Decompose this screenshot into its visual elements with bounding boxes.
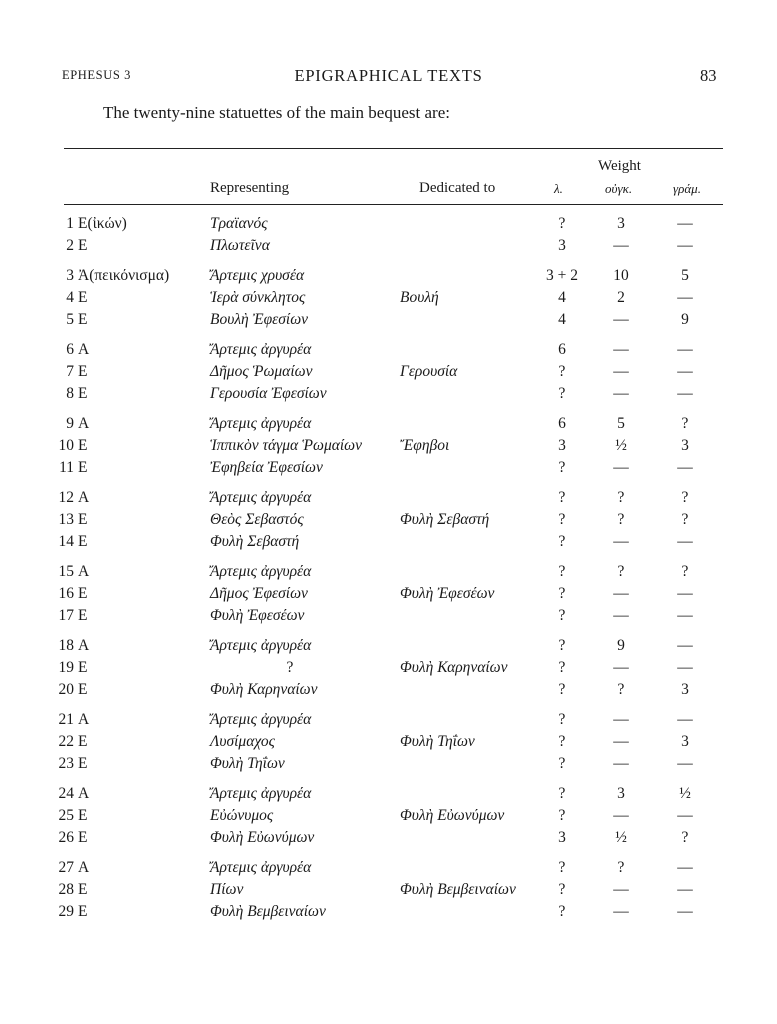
- row-number: 1: [66, 215, 74, 232]
- row-type: Ε: [78, 437, 88, 454]
- row-lambda: 4: [558, 289, 566, 306]
- row-weight-unk: —: [613, 341, 629, 358]
- row-lambda: 4: [558, 311, 566, 328]
- row-representing: Δῆμος Ἐφεσίων: [210, 585, 308, 602]
- row-weight-gram: 3: [681, 681, 689, 698]
- row-representing: Ἐφηβεία Ἐφεσίων: [210, 459, 323, 476]
- row-weight-gram: 3: [681, 437, 689, 454]
- row-weight-gram: ?: [681, 511, 689, 528]
- row-weight-unk: —: [613, 237, 629, 254]
- row-lambda: 6: [558, 341, 566, 358]
- row-weight-unk: 2: [617, 289, 625, 306]
- row-weight-unk: —: [613, 711, 629, 728]
- row-number: 13: [58, 511, 74, 528]
- row-weight-gram: —: [677, 755, 693, 772]
- row-lambda: 3 + 2: [546, 267, 578, 284]
- row-representing: Φυλὴ Ἐφεσέων: [210, 607, 305, 624]
- row-number: 23: [58, 755, 74, 772]
- row-representing: Φυλὴ Σεβαστή: [210, 533, 300, 550]
- row-number: 8: [66, 385, 74, 402]
- row-lambda: ?: [558, 459, 566, 476]
- row-type: Α: [78, 341, 90, 358]
- row-weight-unk: —: [613, 733, 629, 750]
- row-weight-gram: —: [677, 289, 693, 306]
- row-number: 20: [58, 681, 74, 698]
- row-weight-unk: —: [613, 903, 629, 920]
- row-number: 7: [66, 363, 74, 380]
- row-lambda: ?: [558, 785, 566, 802]
- row-weight-gram: ?: [681, 489, 689, 506]
- header-lambda: λ.: [554, 181, 563, 196]
- row-weight-gram: 3: [681, 733, 689, 750]
- row-lambda: ?: [558, 859, 566, 876]
- row-lambda: ?: [558, 755, 566, 772]
- row-dedicated-to: Γερουσία: [400, 363, 458, 380]
- row-weight-gram: —: [677, 533, 693, 550]
- row-representing: Τραϊανός: [210, 215, 268, 232]
- running-head-left: EPHESUS 3: [62, 68, 131, 82]
- row-representing: Γερουσία Ἐφεσίων: [210, 385, 327, 402]
- row-weight-gram: —: [677, 215, 693, 232]
- row-weight-gram: —: [677, 881, 693, 898]
- row-representing: Εὐώνυμος: [210, 807, 274, 824]
- row-weight-gram: ?: [681, 829, 689, 846]
- row-weight-gram: —: [677, 859, 693, 876]
- row-lambda: 6: [558, 415, 566, 432]
- row-weight-unk: —: [613, 585, 629, 602]
- row-type: Α: [78, 563, 90, 580]
- row-lambda: ?: [558, 489, 566, 506]
- row-type: Ε: [78, 607, 88, 624]
- row-type: Ε: [78, 385, 88, 402]
- row-type: Ε: [78, 237, 88, 254]
- row-number: 12: [58, 489, 74, 506]
- row-type: Α: [78, 637, 90, 654]
- row-lambda: ?: [558, 733, 566, 750]
- row-representing: Φυλὴ Εὐωνύμων: [210, 829, 315, 846]
- row-weight-unk: 9: [617, 637, 625, 654]
- row-lambda: ?: [558, 681, 566, 698]
- row-type: Ε: [78, 533, 88, 550]
- row-weight-gram: ?: [681, 563, 689, 580]
- row-number: 29: [58, 903, 74, 920]
- row-weight-gram: ½: [679, 785, 691, 802]
- row-representing: Λυσίμαχος: [210, 733, 275, 750]
- row-type: Ε: [78, 289, 88, 306]
- row-dedicated-to: Φυλὴ Τηΐων: [400, 733, 475, 750]
- row-number: 17: [58, 607, 74, 624]
- row-lambda: ?: [558, 807, 566, 824]
- row-number: 4: [66, 289, 74, 306]
- row-lambda: ?: [558, 533, 566, 550]
- header-dedicated-to: Dedicated to: [419, 180, 496, 196]
- row-number: 6: [66, 341, 74, 358]
- row-weight-gram: —: [677, 659, 693, 676]
- row-number: 14: [58, 533, 74, 550]
- row-weight-unk: —: [613, 459, 629, 476]
- row-weight-unk: —: [613, 659, 629, 676]
- row-type: Ε: [78, 829, 88, 846]
- row-lambda: ?: [558, 881, 566, 898]
- row-weight-unk: ½: [615, 437, 627, 454]
- row-representing: Ἄρτεμις ἀργυρέα: [210, 637, 312, 654]
- row-type: Α: [78, 415, 90, 432]
- row-weight-unk: 5: [617, 415, 625, 432]
- row-weight-gram: —: [677, 459, 693, 476]
- row-representing: Φυλὴ Βεμβειναίων: [210, 903, 326, 920]
- row-type: Ε: [78, 903, 88, 920]
- row-representing: Φυλὴ Καρηναίων: [210, 681, 318, 698]
- row-number: 16: [58, 585, 74, 602]
- row-weight-gram: 9: [681, 311, 689, 328]
- row-number: 28: [58, 881, 74, 898]
- row-representing: Ἄρτεμις ἀργυρέα: [210, 415, 312, 432]
- row-representing: Φυλὴ Τηΐων: [210, 755, 285, 772]
- row-number: 3: [66, 267, 74, 284]
- row-type: Α: [78, 711, 90, 728]
- row-type: Ἀ(πεικόνισμα): [78, 267, 170, 284]
- row-weight-unk: 3: [617, 785, 625, 802]
- row-weight-gram: —: [677, 807, 693, 824]
- row-representing: Ἄρτεμις ἀργυρέα: [210, 711, 312, 728]
- row-weight-unk: —: [613, 607, 629, 624]
- row-type: Ε: [78, 585, 88, 602]
- row-representing: Βουλὴ Ἐφεσίων: [210, 311, 309, 328]
- row-dedicated-to: Βουλή: [400, 289, 439, 306]
- row-weight-unk: —: [613, 755, 629, 772]
- row-lambda: ?: [558, 637, 566, 654]
- row-number: 19: [58, 659, 74, 676]
- table-header-rule: [64, 204, 723, 205]
- row-number: 11: [59, 459, 74, 476]
- row-representing: Δῆμος Ῥωμαίων: [210, 363, 313, 380]
- row-type: Ε: [78, 311, 88, 328]
- row-representing: Ἄρτεμις ἀργυρέα: [210, 785, 312, 802]
- row-weight-unk: —: [613, 807, 629, 824]
- row-weight-gram: —: [677, 237, 693, 254]
- row-type: Ε: [78, 659, 88, 676]
- row-weight-unk: 3: [617, 215, 625, 232]
- row-weight-unk: ?: [617, 563, 625, 580]
- row-number: 15: [58, 563, 74, 580]
- row-weight-gram: —: [677, 341, 693, 358]
- row-weight-gram: —: [677, 903, 693, 920]
- row-representing: Ἄρτεμις ἀργυρέα: [210, 859, 312, 876]
- row-type: Ε: [78, 681, 88, 698]
- row-number: 10: [58, 437, 74, 454]
- row-lambda: ?: [558, 363, 566, 380]
- row-lambda: ?: [558, 659, 566, 676]
- row-type: Ε: [78, 363, 88, 380]
- row-representing: Ἱερὰ σύνκλητος: [210, 289, 306, 306]
- row-representing: ?: [286, 659, 294, 676]
- row-type: Ε: [78, 881, 88, 898]
- row-weight-unk: —: [613, 533, 629, 550]
- row-weight-unk: ?: [617, 859, 625, 876]
- row-type: Ε: [78, 807, 88, 824]
- row-lambda: 3: [558, 829, 566, 846]
- row-dedicated-to: Ἔφηβοι: [400, 437, 450, 454]
- row-lambda: ?: [558, 215, 566, 232]
- running-head-title: EPIGRAPHICAL TEXTS: [294, 66, 483, 85]
- row-weight-unk: ?: [617, 489, 625, 506]
- row-weight-gram: —: [677, 711, 693, 728]
- row-dedicated-to: Φυλὴ Καρηναίων: [400, 659, 508, 676]
- row-number: 26: [58, 829, 74, 846]
- row-weight-unk: —: [613, 363, 629, 380]
- row-lambda: ?: [558, 711, 566, 728]
- row-lambda: ?: [558, 563, 566, 580]
- row-weight-unk: —: [613, 881, 629, 898]
- row-type: Ε: [78, 733, 88, 750]
- row-weight-unk: ?: [617, 511, 625, 528]
- row-number: 25: [58, 807, 74, 824]
- row-type: Ε: [78, 511, 88, 528]
- row-dedicated-to: Φυλὴ Βεμβειναίων: [400, 881, 516, 898]
- row-lambda: 3: [558, 437, 566, 454]
- header-representing: Representing: [210, 180, 290, 196]
- row-number: 27: [58, 859, 74, 876]
- row-representing: Ἄρτεμις ἀργυρέα: [210, 341, 312, 358]
- row-type: Ε: [78, 459, 88, 476]
- row-dedicated-to: Φυλὴ Σεβαστή: [400, 511, 490, 528]
- row-lambda: ?: [558, 607, 566, 624]
- row-type: Α: [78, 859, 90, 876]
- row-dedicated-to: Φυλὴ Ἐφεσέων: [400, 585, 495, 602]
- row-lambda: ?: [558, 903, 566, 920]
- row-number: 2: [66, 237, 74, 254]
- row-representing: Ἄρτεμις ἀργυρέα: [210, 489, 312, 506]
- row-representing: Ἄρτεμις ἀργυρέα: [210, 563, 312, 580]
- row-lambda: ?: [558, 385, 566, 402]
- row-weight-unk: —: [613, 385, 629, 402]
- row-number: 22: [58, 733, 74, 750]
- row-weight-gram: —: [677, 607, 693, 624]
- row-number: 5: [66, 311, 74, 328]
- row-number: 18: [58, 637, 74, 654]
- row-weight-gram: ?: [681, 415, 689, 432]
- row-weight-gram: —: [677, 363, 693, 380]
- row-weight-unk: 10: [613, 267, 629, 284]
- row-weight-gram: 5: [681, 267, 689, 284]
- row-lambda: 3: [558, 237, 566, 254]
- row-type: Ε(ἰκών): [78, 215, 127, 232]
- table-top-rule: [64, 148, 723, 149]
- header-weight: Weight: [598, 158, 641, 174]
- row-representing: Πλωτεῖνα: [210, 237, 270, 254]
- intro-sentence: The twenty-nine statuettes of the main bequest are:: [103, 103, 450, 122]
- row-type: Α: [78, 489, 90, 506]
- row-representing: Θεὸς Σεβαστός: [210, 511, 304, 528]
- row-weight-gram: —: [677, 637, 693, 654]
- row-weight-gram: —: [677, 385, 693, 402]
- row-representing: Ἄρτεμις χρυσέα: [210, 267, 305, 284]
- row-lambda: ?: [558, 585, 566, 602]
- row-weight-gram: —: [677, 585, 693, 602]
- header-gram: γράμ.: [673, 181, 701, 196]
- header-unk: οὐγκ.: [605, 181, 633, 196]
- row-lambda: ?: [558, 511, 566, 528]
- row-weight-unk: —: [613, 311, 629, 328]
- row-representing: Πίων: [210, 881, 244, 898]
- row-type: Ε: [78, 755, 88, 772]
- row-number: 9: [66, 415, 74, 432]
- row-dedicated-to: Φυλὴ Εὐωνύμων: [400, 807, 505, 824]
- row-number: 21: [58, 711, 74, 728]
- row-representing: Ἱππικὸν τάγμα Ῥωμαίων: [210, 437, 363, 454]
- row-weight-unk: ?: [617, 681, 625, 698]
- row-type: Α: [78, 785, 90, 802]
- page-number: 83: [700, 66, 717, 85]
- row-number: 24: [58, 785, 74, 802]
- row-weight-unk: ½: [615, 829, 627, 846]
